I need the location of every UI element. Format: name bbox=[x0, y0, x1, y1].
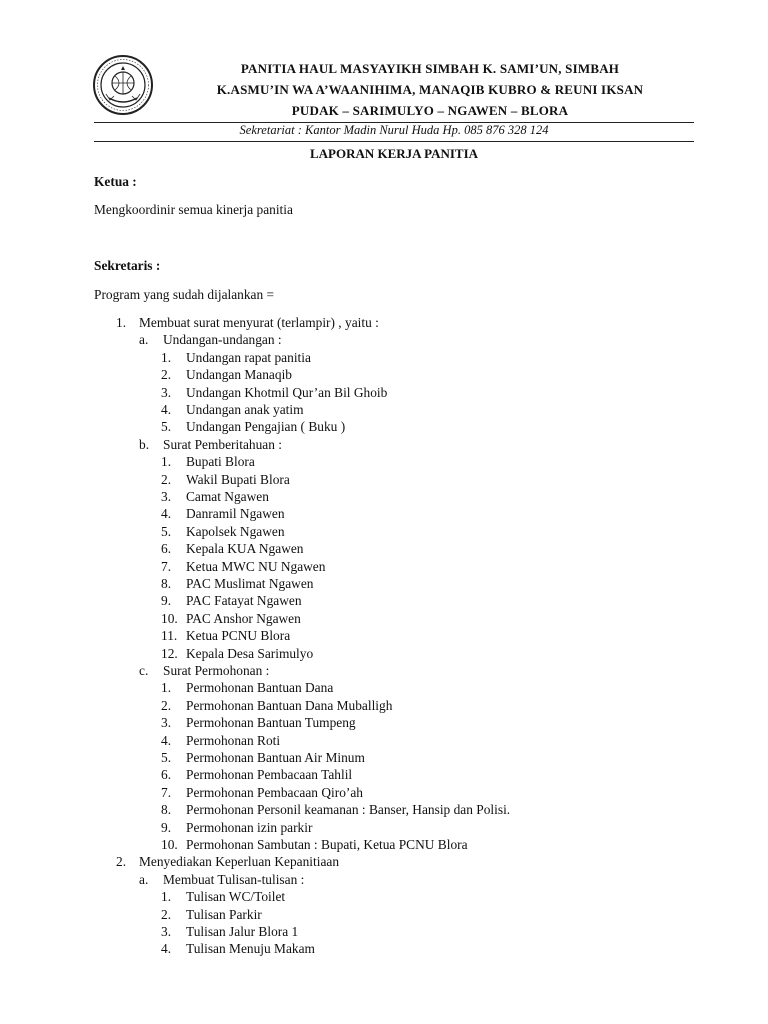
sub-item-number: 10. bbox=[161, 837, 178, 852]
sub-item-text: Undangan Khotmil Qur’an Bil Ghoib bbox=[186, 384, 388, 400]
header-divider-bottom bbox=[94, 141, 694, 142]
list-item-label: Menyediakan Keperluan Kepanitiaan bbox=[139, 854, 340, 870]
sub-item-text: Undangan rapat panitia bbox=[186, 349, 311, 365]
sub-item-text: PAC Muslimat Ngawen bbox=[186, 576, 314, 591]
sekretaris-heading: Sekretaris : bbox=[94, 258, 161, 273]
header-line-2: K.ASMU’IN WA A’WAANIHIMA, MANAQIB KUBRO & REUNI IKSAN bbox=[216, 82, 644, 97]
ketua-heading: Ketua : bbox=[94, 174, 137, 189]
page-title: LAPORAN KERJA PANITIA bbox=[309, 146, 479, 161]
sublist-letter: b. bbox=[139, 436, 150, 452]
sub-item-number: 4. bbox=[161, 506, 172, 522]
sub-item-text: Ketua PCNU Blora bbox=[186, 628, 291, 644]
sub-item-text: Tulisan Jalur Blora 1 bbox=[186, 924, 299, 939]
sub-item-text: Wakil Bupati Blora bbox=[186, 471, 290, 487]
sub-item-number: 4. bbox=[161, 941, 172, 957]
sub-item-number: 3. bbox=[161, 715, 172, 731]
sub-item-number: 4. bbox=[161, 732, 172, 748]
ketua-text: Mengkoordinir semua kinerja panitia bbox=[94, 202, 293, 217]
sub-item-number: 9. bbox=[161, 593, 172, 609]
sublist-label: Surat Permohonan : bbox=[163, 663, 270, 678]
sub-item-number: 2. bbox=[161, 367, 172, 383]
sekretaris-intro: Program yang sudah dijalankan = bbox=[94, 287, 275, 302]
sub-item-number: 6. bbox=[161, 541, 172, 557]
sublist-letter: a. bbox=[139, 332, 149, 348]
sub-item-number: 2. bbox=[161, 906, 172, 922]
sublist-label: Surat Pemberitahuan : bbox=[163, 436, 282, 452]
header-line-1: PANITIA HAUL MASYAYIKH SIMBAH K. SAMI’UN, SIMBAH bbox=[240, 61, 620, 76]
sub-item-text: Permohonan Pembacaan Qiro’ah bbox=[186, 784, 363, 800]
sub-item-text: Tulisan Menuju Makam bbox=[186, 941, 315, 957]
sub-item-number: 7. bbox=[161, 558, 172, 574]
list-number: 2. bbox=[116, 854, 127, 870]
sub-item-text: Camat Ngawen bbox=[186, 489, 269, 504]
sub-item-text: Danramil Ngawen bbox=[186, 506, 285, 522]
sub-item-text: PAC Fatayat Ngawen bbox=[186, 593, 302, 609]
sublist-letter: a. bbox=[139, 871, 149, 887]
sub-item-text: Kapolsek Ngawen bbox=[186, 523, 285, 539]
sublist-letter: c. bbox=[139, 663, 149, 678]
sub-item-text: Permohonan Bantuan Dana bbox=[186, 680, 334, 696]
sub-item-text: Permohonan Pembacaan Tahlil bbox=[186, 767, 353, 783]
sub-item-number: 2. bbox=[161, 697, 172, 713]
sub-item-number: 12. bbox=[161, 645, 178, 661]
sub-item-number: 5. bbox=[161, 523, 172, 539]
sub-item-number: 8. bbox=[161, 802, 172, 818]
sub-item-number: 8. bbox=[161, 576, 172, 591]
sub-item-number: 3. bbox=[161, 489, 172, 504]
header-line-3: PUDAK – SARIMULYO – NGAWEN – BLORA bbox=[291, 103, 569, 118]
sub-item-text: Permohonan Personil keamanan : Banser, Hansip dan Polisi. bbox=[186, 802, 511, 818]
sub-item-text: Permohonan Bantuan Dana Muballigh bbox=[186, 697, 393, 713]
sub-item-text: Permohonan Bantuan Air Minum bbox=[186, 750, 365, 765]
sub-item-number: 2. bbox=[161, 471, 172, 487]
sub-item-text: Undangan Manaqib bbox=[186, 367, 292, 383]
sub-item-text: Kepala Desa Sarimulyo bbox=[186, 645, 314, 661]
sub-item-text: Tulisan Parkir bbox=[186, 906, 262, 922]
sub-item-number: 5. bbox=[161, 750, 172, 765]
sub-item-number: 9. bbox=[161, 819, 172, 835]
organization-logo bbox=[92, 54, 154, 116]
sub-item-number: 10. bbox=[161, 610, 178, 626]
sub-item-number: 1. bbox=[161, 889, 172, 905]
sub-item-number: 4. bbox=[161, 402, 172, 417]
list-number: 1. bbox=[116, 315, 127, 330]
sub-item-number: 1. bbox=[161, 680, 172, 696]
sub-item-text: Permohonan Bantuan Tumpeng bbox=[186, 715, 356, 731]
list-item-label: Membuat surat menyurat (terlampir) , yaitu : bbox=[139, 315, 379, 330]
sub-item-text: Permohonan Roti bbox=[186, 732, 281, 748]
sublist-label: Membuat Tulisan-tulisan : bbox=[163, 871, 305, 887]
sub-item-text: Bupati Blora bbox=[186, 454, 255, 470]
sub-item-text: Permohonan Sambutan : Bupati, Ketua PCNU Blora bbox=[186, 837, 468, 852]
sub-item-number: 1. bbox=[161, 454, 172, 470]
sub-item-number: 6. bbox=[161, 767, 172, 783]
sub-item-number: 5. bbox=[161, 419, 172, 435]
secretariat-line: Sekretariat : Kantor Madin Nurul Huda Hp. 085 876 328 124 bbox=[239, 123, 549, 137]
sub-item-text: Undangan anak yatim bbox=[186, 402, 304, 417]
sub-item-text: Ketua MWC NU Ngawen bbox=[186, 558, 326, 574]
sub-item-text: Undangan Pengajian ( Buku ) bbox=[186, 419, 346, 435]
sub-item-number: 3. bbox=[161, 924, 172, 939]
sublist-label: Undangan-undangan : bbox=[163, 332, 282, 348]
sub-item-number: 11. bbox=[161, 628, 178, 644]
sub-item-text: Tulisan WC/Toilet bbox=[186, 889, 286, 905]
sub-item-text: PAC Anshor Ngawen bbox=[186, 610, 301, 626]
sub-item-text: Permohonan izin parkir bbox=[186, 819, 313, 835]
sub-item-number: 3. bbox=[161, 384, 172, 400]
sub-item-number: 7. bbox=[161, 784, 172, 800]
sub-item-text: Kepala KUA Ngawen bbox=[186, 541, 304, 557]
sub-item-number: 1. bbox=[161, 349, 172, 365]
